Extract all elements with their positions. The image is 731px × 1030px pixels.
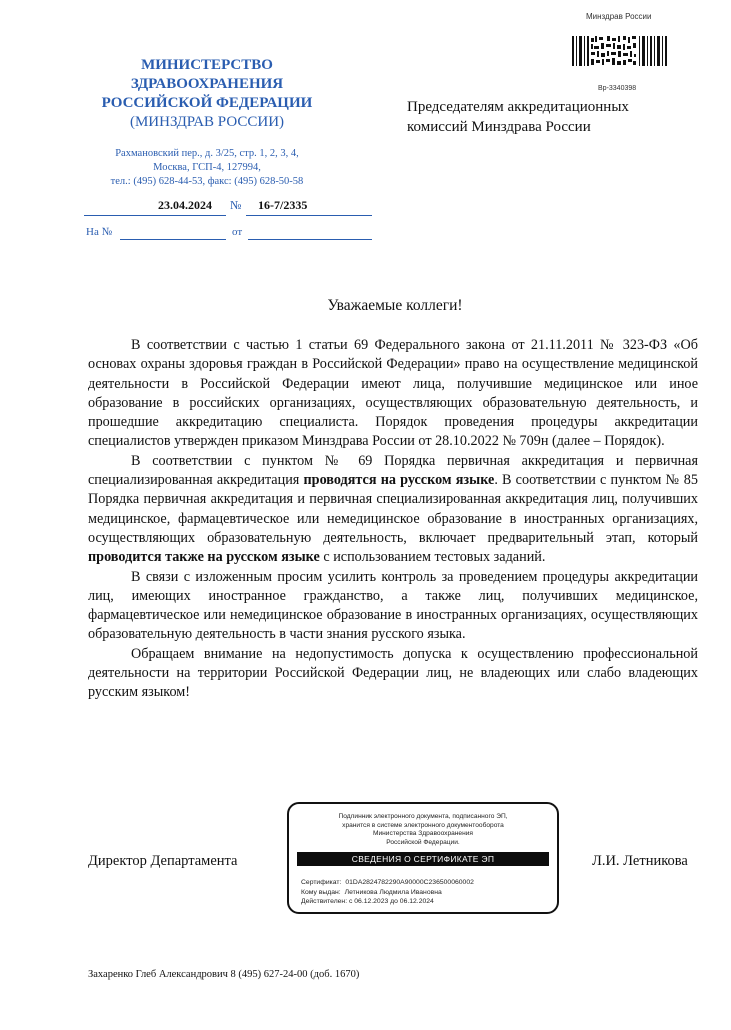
stamp-details — [301, 878, 551, 907]
stamp-title: СВЕДЕНИЯ О СЕРТИФИКАТЕ ЭП — [297, 852, 549, 866]
valid-row: Действителен: с 06.12.2023 до 06.12.2024 — [301, 898, 434, 905]
issued-row — [301, 888, 551, 898]
paragraph-3: В связи с изложенным просим усилить контроль за проведением процедуры аккредитации лиц, имеющих иностранное гражданство, а также лиц, получивших медицинское, фармацевтическое или немедицинское образование в иностранных организациях, осуществляющих образовательную деятельность в части знания русского языка. — [88, 568, 698, 643]
signer-position: Директор Департамента — [88, 853, 238, 869]
ministry-line-3: РОССИЙСКОЙ ФЕДЕРАЦИИ — [101, 95, 313, 111]
ministry-abbreviation: (МИНЗДРАВ РОССИИ) — [129, 114, 285, 130]
ministry-line-1: МИНИСТЕРСТВО — [141, 57, 273, 73]
document-date: 23.04.2024 — [158, 198, 212, 212]
letter-body — [88, 336, 698, 703]
addressee-line-1: Председателям аккредитационных — [407, 99, 629, 115]
certificate-label: Сертификат: — [301, 879, 342, 886]
address-line-2: Москва, ГСП-4, 127994, — [153, 162, 261, 173]
document-date-number — [80, 196, 380, 218]
ministry-address — [80, 147, 334, 189]
paragraph-2 — [88, 452, 698, 568]
number-sign: № — [230, 198, 242, 212]
electronic-signature-stamp — [287, 802, 559, 914]
na-underline — [120, 239, 226, 240]
ministry-letterhead — [80, 56, 334, 132]
stamp-note-line-3: Министерства Здравоохранения — [372, 830, 473, 837]
address-line-1: Рахмановский пер., д. 3/25, стр. 1, 2, 3, 4, — [115, 148, 299, 159]
paragraph-4: Обращаем внимание на недопустимость допуска к осуществлению профессиональной деятельности на территории Российской Федерации лиц, не владеющих или слабо владеющих русским языком! — [88, 645, 698, 701]
p2-bold-2: проводится также на русском языке — [88, 549, 320, 566]
stamp-note-line-4: Российской Федерации. — [386, 838, 460, 846]
stamp-note — [301, 813, 545, 847]
paragraph-1: В соответствии с частью 1 статьи 69 Федерального закона от 21.11.2011 № 323-ФЗ «Об основах охраны здоровья граждан в Российской Федерации» право на осуществление медицинской деятельности в Российской Федерации имеют лица, получившие медицинское или иное образование в российских организациях, осуществляющих образовательную деятельность, и прошедшие аккредитацию специалиста. Порядок проведения процедуры аккредитации специалистов утвержден приказом Минздрава России от 28.10.2022 № 709н (далее – Порядок). — [88, 337, 698, 450]
ot-underline — [248, 239, 372, 240]
salutation: Уважаемые коллеги! — [327, 297, 463, 314]
p2-part-a: В соответствии с пунктом № 69 Порядка первичная аккредитация и первичная специализированная аккредитация — [88, 452, 698, 489]
addressee-line-2: комиссий Минздрава России — [407, 119, 591, 135]
executor-contact: Захаренко Глеб Александрович 8 (495) 627-24-00 (доб. 1670) — [88, 969, 360, 980]
p2-part-e: с использованием тестовых заданий. — [319, 549, 546, 566]
na-label: На № — [86, 226, 113, 238]
header-org-label: Минздрав России — [586, 12, 652, 21]
barcode-icon — [571, 34, 669, 68]
p2-part-c: . В соответствии с пунктом № 85 Порядка первичная аккредитация и первичная специализированная аккредитация лиц, получивших медицинское, фармацевтическое или немедицинское образование в иностранных организациях, осуществляющих образовательную деятельность, включает предварительный этап, который — [88, 472, 698, 546]
ot-label: от — [232, 226, 243, 238]
document-number: 16-7/2335 — [258, 198, 308, 212]
stamp-note-line-2: хранится в системе электронного документооборота — [342, 821, 504, 829]
certificate-row — [301, 878, 551, 888]
number-underline — [246, 215, 372, 216]
address-line-3: тел.: (495) 628-44-53, факс: (495) 628-50-58 — [110, 176, 304, 187]
issued-value: Летникова Людмила Ивановна — [344, 888, 442, 896]
addressee — [407, 97, 707, 137]
signer-name: Л.И. Летникова — [592, 853, 688, 869]
date-underline — [84, 215, 226, 216]
issued-label: Кому выдан: — [301, 888, 341, 896]
reply-reference — [80, 226, 380, 246]
stamp-note-line-1: Подлинник электронного документа, подписанного ЭП, — [338, 813, 508, 820]
registration-number: Вр-3340398 — [598, 85, 637, 92]
certificate-value: 01DA2824782290A90000C236500060002 — [345, 879, 474, 886]
p2-bold-1: проводятся на русском языке — [303, 472, 495, 489]
ministry-line-2: ЗДРАВООХРАНЕНИЯ — [130, 76, 284, 92]
